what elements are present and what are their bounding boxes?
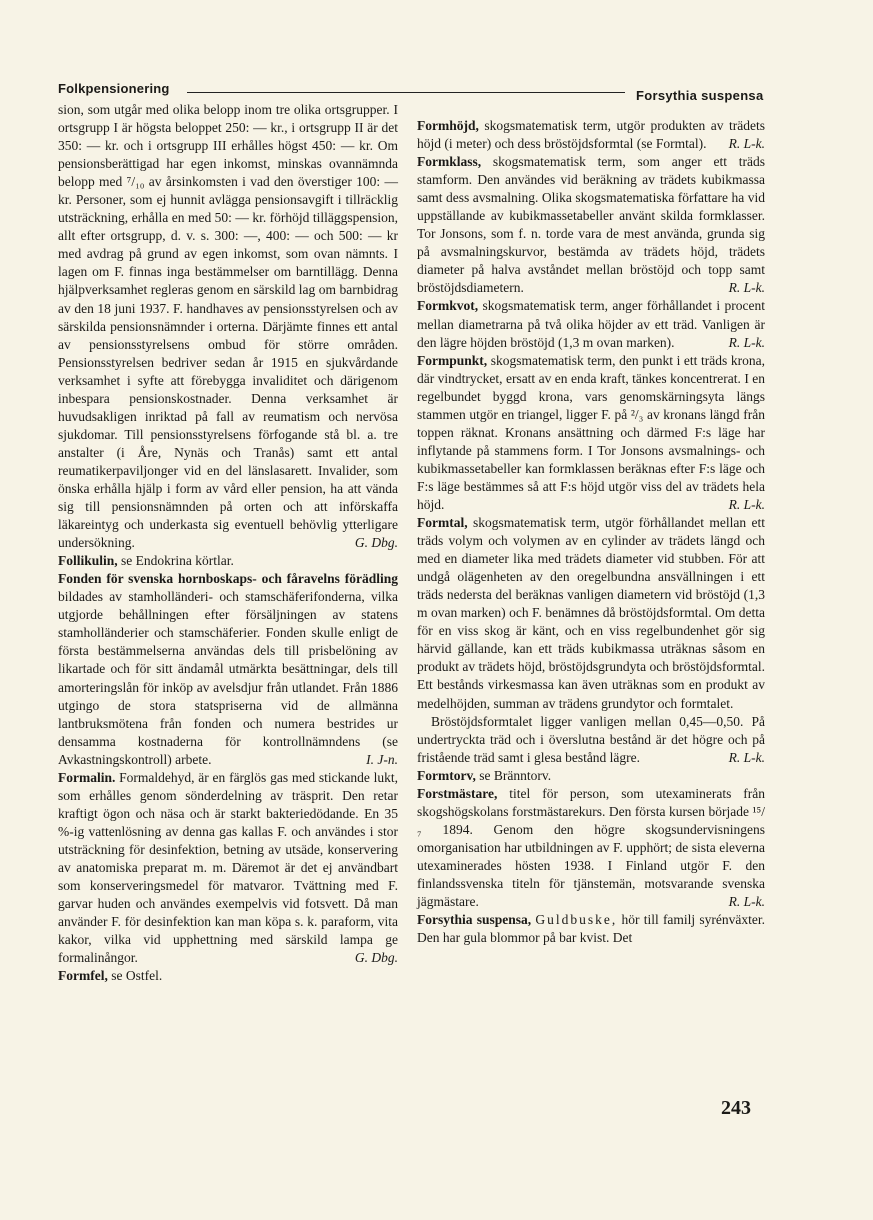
entry-text: sion, som utgår med olika belopp inom tre olika ortsgrupper. I ortsgrupp I är högsta beloppet 250: — kr., i ortsgrupp II är det 350: — kr. och i ortsgrupp III erhålles högst 450: — kr. Om pensionsberättigad har egen inkomst, minskas ovannämnda belopp med ⁷/₁₀ av årsinkomsten i vad den överstiger 100: — kr. Personer, som ej hunnit avlägga pensionsavgift i tillräcklig utsträckning, erhålla en med 50: — kr. förhöjd tilläggspension, allt efter ortsgrupp, d. v. s. 300: —, 400: — och 500: — kr med avdrag på grund av egen inkomst, som ovan nämnts. I lagen om F. finnas inga bestämmelser om barntillägg. Denna hjälpverksamhet regleras genom en särskild lag om barnbidrag av den 18 juni 1937. F. handhaves av pensionsstyrelsen och av särskilda pensionsnämnder i orterna. Därjämte finnes ett antal av pensionsstyrelsens ombud för större områden. Pensionsstyrelsen bedriver sedan år 1915 en sjukvårdande verksamhet i syfte att förebygga invaliditet och därigenom inbespara pensionskostnader. Denna verksamhet är huvudsakligen inriktad på fall av reumatism och nervösa sjukdomar. Till pensionsstyrelsens förfogande stå bl. a. tre anstalter (i Åre, Nynäs och Tranås) samt ett antal reumatikerpaviljonger vid en del länslasarett. Invalider, som önska erhålla hjälp i form av vård eller pension, ha att vända sig till pensionsnämnden på orten och att införskaffa läkareintyg och underkasta sig eventuell behövlig ytterligare undersökning.: [58, 102, 398, 551]
entry-text: skogsmatematisk term, som anger ett träds stamform. Den användes vid beräkning av trädets kubikmassa samt dess avsmalning. Olika skogsmatematiska författare ha vid uppställande av kubikmassetabeller använt skilda formklasser. Tor Jonsons, som f. n. torde vara de mest använda, grunda sig på avsmalningskurvor, bestämda av trädets höjd, trädets diameter på halva avståndet mellan bröstöjd och topp samt bröstöjdsdiametern.: [417, 154, 766, 296]
headword: Follikulin,: [58, 553, 118, 569]
headword: Fonden för svenska hornboskaps- och fåravelns förädling: [58, 571, 398, 587]
entry-text: Formaldehyd, är en färglös gas med stickande lukt, som erhålles genom sönderdelning av träsprit. Den retar kraftigt ögon och näsa och är starkt bakteriedödande. En 35 %-ig vattenlösning av denna gas kallas F. och användes i stor utsträckning för desinfektion, betning av utsäde, konservering av anatomiska preparat m. m. Däremot är det ej användbart som konserveringsmedel för matvaror. Tvättning med F. garvar huden och användes exempelvis vid fotsvett. Då man använder F. för desinfektion kan man köpa s. k. paraform, vita kakor, vilka vid upphettning med särskild lampa ge formalinångor.: [58, 769, 399, 966]
entry-text: bildades av stamholländeri- och stamschäferifonderna, vilka utgjorde behållningen efter försäljningen av statens stamholländerier och stamschäferier. Fonden skulle enligt de första bestämmelserna användas dels till prisbelöning av likartade och för sitt ändamål utmärkta besättningar, dels till amorteringslån för inköp av avelsdjur från utlandet. Från 1886 utgingo de stora statspriserna vid de allmänna lantbruksmötena från fonden och numera bestrides ur densamma kostnaderna för kontrollnämndens (se Avkastningskontroll) arbete.: [58, 589, 398, 767]
entry-formklass: [417, 153, 765, 297]
author-signature: R. L-k.: [728, 749, 765, 765]
entry-formhojd: [417, 117, 765, 153]
author-signature: R. L-k.: [728, 334, 765, 350]
author-signature: G. Dbg.: [354, 535, 398, 551]
entry-formpunkt: [417, 352, 765, 514]
left-column: [58, 101, 398, 985]
entry-formfel: [58, 967, 398, 985]
entry-formtal: [417, 514, 765, 713]
entry-formkvot: [417, 297, 765, 351]
entry-forstmastare: [417, 785, 765, 911]
entry-folkpensionering-continuation: [58, 101, 398, 552]
entry-text: se Bränntorv.: [479, 767, 552, 783]
headword: Formfel,: [58, 968, 108, 984]
author-signature: R. L-k.: [728, 496, 765, 512]
headword: Formkvot,: [417, 298, 479, 314]
right-column: [417, 117, 765, 947]
headword: Formpunkt,: [417, 352, 488, 368]
author-signature: R. L-k.: [728, 894, 765, 910]
author-signature: G. Dbg.: [354, 950, 398, 966]
entry-text: hör till familj syrénväxter. Den har gula blommor på bar kvist. Det: [417, 912, 766, 946]
entry-text: titel för person, som utexaminerats från skogshögskolans forstmästarekurs. Den första kursen började ¹⁵/₇ 1894. Genom den högre skogsundervisningens omorganisation har utbildningen av F. upphört; de sista eleverna utexaminerades hösten 1938. I Finland utgör F. den finlandssvenska titeln för tjänstemän, motsvarande svenska jägmästare.: [417, 785, 766, 910]
running-header-right: Forsythia suspensa: [636, 88, 764, 103]
entry-follikulin: [58, 552, 398, 570]
entry-text: se Endokrina körtlar.: [121, 553, 234, 569]
entry-text: skogsmatematisk term, den punkt i ett träds krona, där vindtrycket, ersatt av en enda kraft, tänkes koncentrerat. I en regelbundet byggd krona, vars genomskärningsyta längs stammen utgör en triangel, ligger F. på ²/₃ av kronans längd från toppen räknat. Kronans ansättning och därmed F:s läge har inflytande på stammens form. I Tor Jonsons avsmalnings- och kubikmassetabeller kan formklassen beräknas efter F:s läge och F:s läge bestämmes så att F:s höjd utgör viss del av trädets hela höjd.: [417, 352, 766, 512]
entry-forsythia: [417, 911, 765, 947]
author-signature: R. L-k.: [728, 136, 765, 152]
running-header-left: Folkpensionering: [58, 81, 170, 96]
entry-text: se Ostfel.: [111, 968, 163, 984]
headword: Formklass,: [417, 154, 482, 170]
entry-text: Bröstöjdsformtalet ligger vanligen mellan 0,45—0,50. På undertryckta träd och i överslutna bestånd är det högre och på fristående träd samt i glesa bestånd lägre.: [417, 713, 765, 765]
author-signature: I. J-n.: [366, 751, 398, 767]
entry-text: skogsmatematisk term, utgör förhållandet mellan ett träds volym och volymen av en cylinder av trädets längd och med en diameter lika med trädets diameter vid stubben. För att undgå olägenheten av den oregelbundna ansvällningen i ett träds nedersta del beräknas vanligen diametern vid bröstöjd (1,3 m ovan marken) och F. benämnes då bröstöjdsformtal. Om detta för en viss skog är känt, och en viss regelbundenhet gör sig härvid gällande, kan ett träds kubikmassa uträknas såsom en produkt av trädets höjd, bröstöjdsgrundyta och bröstöjdsformtal. Ett bestånds virkesmassa kan även uträknas som en produkt av medelhöjden, summan av trädens grundytor och formtalet.: [417, 515, 765, 711]
headword: Formalin.: [58, 769, 116, 785]
entry-fonden: [58, 570, 398, 769]
entry-text: skogsmatematisk term, utgör produkten av trädets höjd (i meter) och dess bröstöjdsformtal (se Formtal).: [417, 118, 765, 152]
headword: Formhöjd,: [417, 118, 479, 133]
headword: Forsythia suspensa,: [417, 912, 532, 928]
author-signature: R. L-k.: [728, 280, 765, 296]
entry-formtorv: [417, 767, 765, 785]
entry-formalin: [58, 769, 398, 968]
headword: Formtal,: [417, 515, 468, 531]
headword: Formtorv,: [417, 767, 476, 783]
page-number: 243: [721, 1097, 751, 1119]
entry-text: skogsmatematisk term, anger förhållandet i procent mellan diametrarna på två olika höjder av ett träd. Vanligen är den lägre höjden bröstöjd (1,3 m ovan marken).: [417, 298, 765, 350]
common-name: Guldbuske,: [535, 912, 618, 928]
headword: Forstmästare,: [417, 785, 498, 801]
header-rule: [187, 92, 625, 93]
entry-formtal-paragraph-2: [417, 713, 765, 767]
